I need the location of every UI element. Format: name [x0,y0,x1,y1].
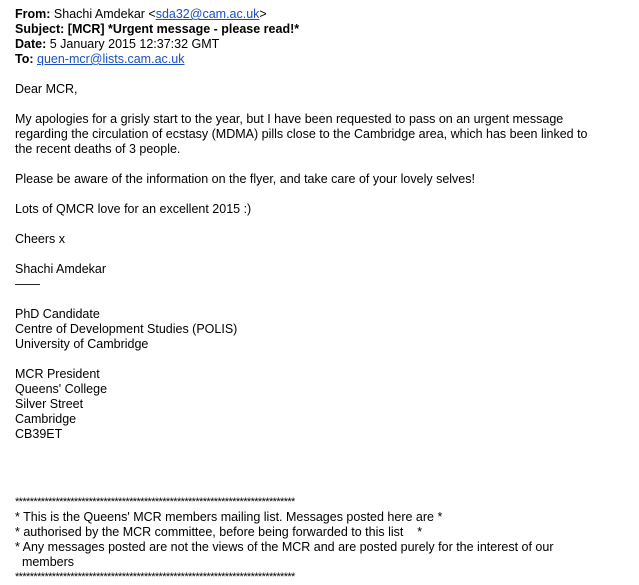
addr-role: MCR President [15,367,100,381]
from-row [15,7,625,22]
email-body [15,82,625,442]
subject-row [15,22,625,37]
footer-line1: * This is the Queens' MCR members mailing list. Messages posted here are * [15,510,443,524]
footer-line2: * authorised by the MCR committee, before being forwarded to this list * [15,525,423,539]
para1-line1: My apologies for a grisly start to the year, but I have been requested to pass on an urgent message [15,112,564,126]
sig-role: PhD Candidate [15,307,100,321]
addr-postcode: CB39ET [15,427,63,441]
date-text: 5 January 2015 12:37:32 GMT [49,37,220,51]
from-email-link[interactable]: sda32@cam.ac.uk [155,7,260,21]
para2: Please be aware of the information on the flyer, and take care of your lovely selves! [15,172,475,186]
footer-stars-top: **************************************************************************** [15,496,295,508]
mailing-list-footer [15,495,625,585]
addr-college: Queens' College [15,382,108,396]
para3: Lots of QMCR love for an excellent 2015 :) [15,202,252,216]
from-close: > [259,7,267,21]
signature-rule: —— [15,277,40,291]
sig-dept: Centre of Development Studies (POLIS) [15,322,238,336]
addr-city: Cambridge [15,412,77,426]
date-label: Date: [15,37,47,51]
para1-line2: regarding the circulation of ecstasy (MDMA) pills close to the Cambridge area, which has been linked to [15,127,588,141]
sig-univ: University of Cambridge [15,337,149,351]
date-row [15,37,625,52]
sign-off: Cheers x [15,232,66,246]
email-message [15,0,625,585]
addr-street: Silver Street [15,397,84,411]
to-email-link[interactable]: quen-mcr@lists.cam.ac.uk [37,52,185,66]
para1-line3: the recent deaths of 3 people. [15,142,181,156]
to-row [15,52,625,67]
greeting: Dear MCR, [15,82,78,96]
from-name: Shachi Amdekar < [53,7,156,21]
sender-name: Shachi Amdekar [15,262,107,276]
subject-text: [MCR] *Urgent message - please read!* [67,22,300,36]
footer-line3: * Any messages posted are not the views of the MCR and are posted purely for the interest of our [15,540,554,554]
email-header [15,7,625,67]
footer-stars-bottom: **************************************************************************** [15,571,295,583]
subject-label: Subject: [15,22,65,36]
footer-line4: members [15,555,75,569]
to-label: To: [15,52,34,66]
from-label: From: [15,7,51,21]
